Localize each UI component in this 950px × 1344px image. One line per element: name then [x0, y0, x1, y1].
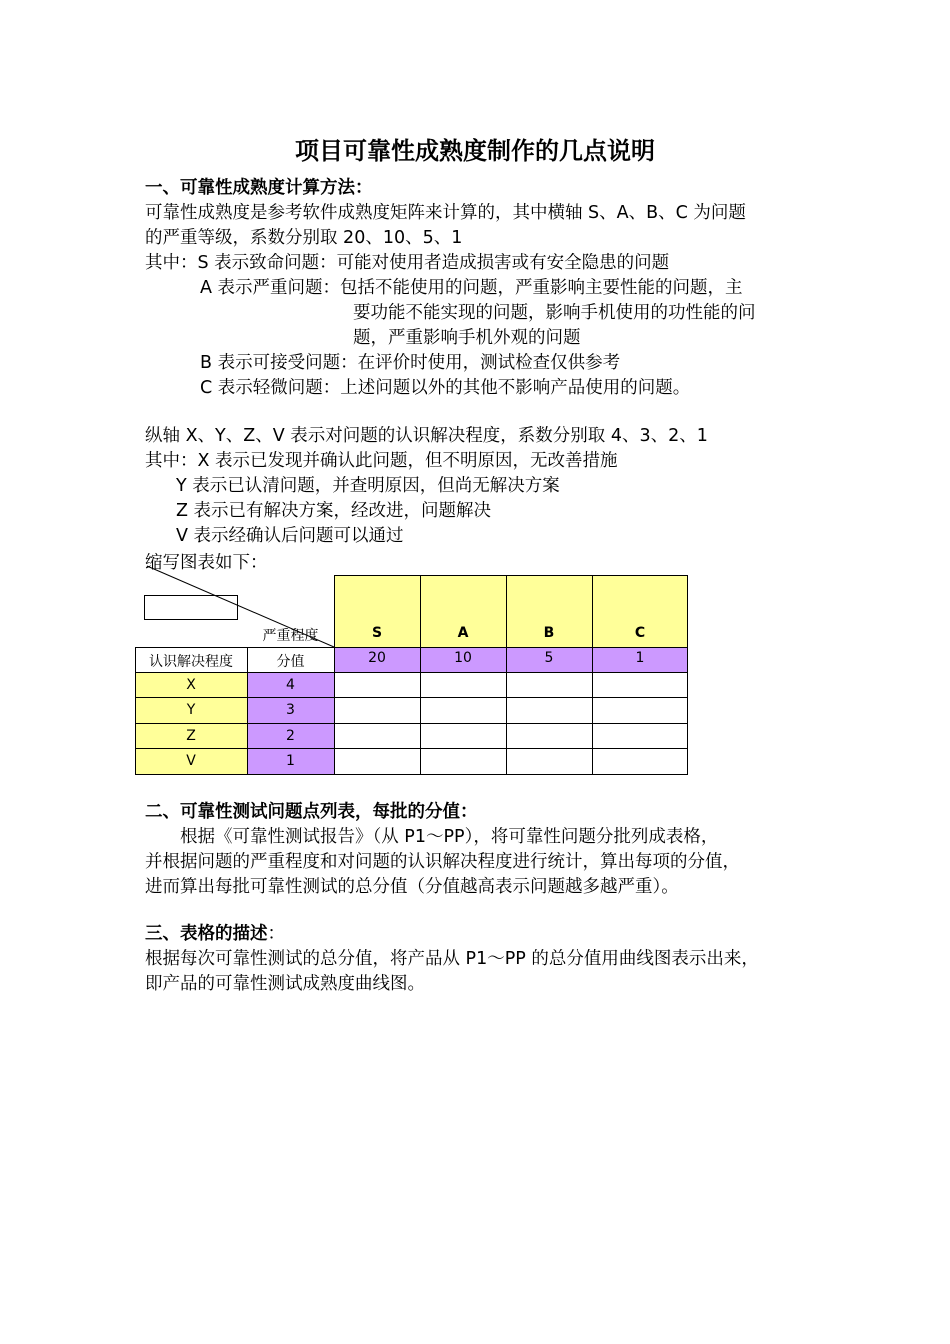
section2-line3: 进而算出每批可靠性测试的总分值（分值越高表示问题越多越严重）。: [145, 877, 679, 897]
grid-line: [135, 647, 136, 775]
abbreviation-chart-caption: 缩写图表如下：: [145, 553, 268, 573]
grid-line: [687, 575, 688, 775]
section1-paragraph-line2: 的严重等级，系数分别取 20、10、5、1: [145, 228, 463, 248]
column-score-a: 10: [454, 650, 472, 666]
grid-line: [135, 697, 688, 698]
row-header-v: V: [186, 753, 196, 769]
grid-line: [592, 575, 593, 775]
grid-line: [135, 672, 688, 673]
section3-line2: 即产品的可靠性测试成熟度曲线图。: [145, 974, 425, 994]
row-header-x: X: [186, 677, 196, 693]
severity-b-description: B 表示可接受问题：在评价时使用，测试检查仅供参考: [200, 353, 621, 373]
row-score-y: 3: [286, 702, 295, 718]
column-score-b: 5: [544, 650, 554, 666]
grid-line: [135, 774, 688, 775]
section1-paragraph-line1: 可靠性成熟度是参考软件成熟度矩阵来计算的，其中横轴 S、A、B、C 为问题: [145, 203, 746, 223]
column-header-s: S: [371, 625, 383, 641]
grid-line: [135, 647, 688, 648]
grid-line: [420, 575, 421, 775]
section3-line1: 根据每次可靠性测试的总分值，将产品从 P1～PP 的总分值用曲线图表示出来，: [145, 949, 759, 969]
column-score-c: 1: [635, 650, 645, 666]
section3-heading-colon: ：: [267, 924, 285, 944]
severity-a-description-line2: 要功能不能实现的问题，影响手机使用的功性能的问: [353, 303, 756, 323]
severity-axis-label: 严重程度: [262, 628, 319, 644]
grid-line: [334, 575, 335, 775]
grid-line: [135, 748, 688, 749]
grid-line: [247, 647, 248, 775]
severity-a-description-line1: A 表示严重问题：包括不能使用的问题，严重影响主要性能的问题，主: [200, 278, 743, 298]
section1-heading: 一、可靠性成熟度计算方法：: [145, 178, 373, 198]
page-title: 项目可靠性成熟度制作的几点说明: [295, 137, 655, 165]
severity-c-description: C 表示轻微问题：上述问题以外的其他不影响产品使用的问题。: [200, 378, 691, 398]
score-label: 分值: [276, 654, 305, 670]
row-header-y: Y: [186, 702, 196, 718]
column-header-c: C: [634, 625, 646, 641]
section3-heading: 三、表格的描述: [145, 924, 268, 944]
recognition-z-description: Z 表示已有解决方案，经改进，问题解决: [176, 501, 492, 521]
severity-s-description: 其中：S 表示致命问题：可能对使用者造成损害或有安全隐患的问题: [145, 253, 670, 273]
grid-line: [135, 723, 688, 724]
row-score-v: 1: [286, 753, 295, 769]
severity-a-description-line3: 题，严重影响手机外观的问题: [353, 328, 581, 348]
row-score-z: 2: [286, 728, 295, 744]
row-score-x: 4: [286, 677, 295, 693]
column-header-b: B: [543, 625, 555, 641]
grid-line: [506, 575, 507, 775]
vertical-axis-description: 纵轴 X、Y、Z、V 表示对问题的认识解决程度，系数分别取 4、3、2、1: [145, 426, 708, 446]
section2-line1: 根据《可靠性测试报告》（从 P1～PP），将可靠性问题分批列成表格，: [180, 827, 719, 847]
recognition-axis-label: 认识解决程度: [149, 654, 233, 670]
recognition-y-description: Y 表示已认清问题，并查明原因，但尚无解决方案: [176, 476, 560, 496]
recognition-v-description: V 表示经确认后问题可以通过: [176, 526, 404, 546]
row-header-z: Z: [186, 728, 196, 744]
section2-line2: 并根据问题的严重程度和对问题的认识解决程度进行统计，算出每项的分值，: [145, 852, 740, 872]
column-score-s: 20: [368, 650, 386, 666]
section2-heading: 二、可靠性测试问题点列表，每批的分值：: [145, 802, 478, 822]
grid-line: [334, 575, 688, 576]
section3-heading-line: [145, 922, 285, 947]
column-header-a: A: [457, 625, 469, 641]
recognition-x-description: 其中：X 表示已发现并确认此问题，但不明原因，无改善措施: [145, 451, 618, 471]
